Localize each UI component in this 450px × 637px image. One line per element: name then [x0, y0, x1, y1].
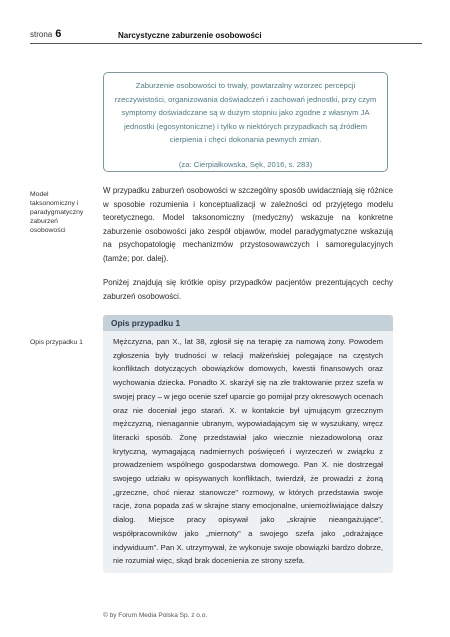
quote-source: (za: Cierpiałkowska, Sęk, 2016, s. 283) — [178, 159, 313, 169]
case-box-text: Mężczyzna, pan X., lat 38, zgłosił się na terapię za namową żony. Powodem zgłoszenia były trudności w relacji małżeńskiej polegające na częstych konfliktach dotyczących obowiązków domowych, kwestii finansowych oraz wychowania dziecka. Ponadto X. skarżył się na złe traktowanie przez szefa w swojej pracy – w jego ocenie szef uparcie go pomijał przy okresowych ocenach oraz nie doceniał jego starań. X. w kontakcie był ujmującym grzecznym mężczyzną, nienagannie ubranym, wypowiadającym się w wyszukany, wręcz literacki sposób. Żonę przedstawiał jako wiecznie niezadowoloną oraz krytyczną, wymagającą nadmiernych poświęceń i wyrzeczeń w związku z prowadzeniem wspólnego gospodarstwa domowego. Pan X. nie dostrzegał swojego udziału w opisywanych konfliktach, twierdził, że prowadzi z żoną „grzeczne, choć nieraz stanowcze” rozmowy, w których przedstawia swoje racje, żona popada zaś w skrajne stany emocjonalne, uniemożliwiające dalszy dialog. Miejsce pracy opisywał jako „skrajnie nieangażujące”, współpracowników jako „miernoty” a swojego szefa jako „odrażające indywiduum”. Pan X. utrzymywał, że wykonuje swoje obowiązki bardzo dobrze, nie rozumiał więc, skąd brak docenienia ze strony szefa. — [113, 337, 383, 566]
case-box-title: Opis przypadku 1 — [103, 315, 393, 331]
page-label: strona — [30, 30, 53, 39]
page-number: 6 — [55, 28, 62, 40]
footer-copyright: © by Forum Media Polska Sp. z o.o. — [103, 612, 208, 619]
margin-note-model: Model taksonomiczny i paradygmatyczny zaburzeń osobowości — [30, 191, 84, 234]
margin-note-case: Opis przypadku 1 — [30, 339, 83, 346]
page-header — [30, 28, 422, 44]
chapter-title: Narcystyczne zaburzenie osobowości — [118, 31, 262, 40]
quote-text: Zaburzenie osobowości to trwały, powtarzalny wzorzec percepcji rzeczywistości, organizowania doświadczeń i zachowań jednostki, przy czym symptomy doświadczane są w dużym stopniu jako zgodne z własnym JA jednostki (egosyntoniczne) i tylko w niektórych przypadkach są źródłem cierpienia i chęci dokonania pewnych zmian. — [114, 81, 377, 145]
definition-quote-box — [103, 72, 388, 172]
body-paragraph: W przypadku zaburzeń osobowości w szczególny sposób uwidaczniają się różnice w sposobie rozumienia i konceptualizacji w zależności od przyjętego modelu teoretycznego. Model taksonomiczny (medyczny) wskazuje na konkretne zaburzenie osobowości jako zespół objawów, model paradygmatyczne wskazują na psychopatologię mechanizmów przystosowawczych i samoregulacyjnych (tamże; por. dalej). — [103, 186, 393, 263]
body-paragraph: Poniżej znajdują się krótkie opisy przypadków pacjentów prezentujących cechy zaburzeń osobowości. — [103, 278, 393, 301]
case-description-box — [103, 315, 393, 573]
